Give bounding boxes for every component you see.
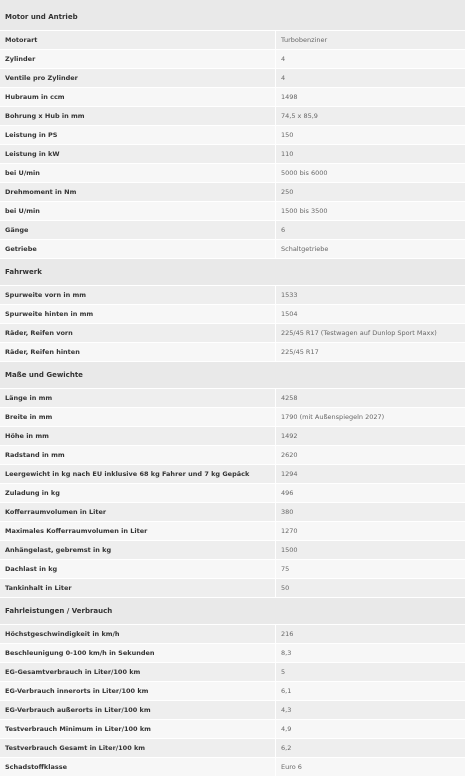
spec-row [0, 465, 465, 484]
spec-row [0, 758, 465, 777]
spec-value: 380 [281, 508, 294, 516]
spec-label: Zylinder [0, 50, 276, 68]
spec-value: 5 [281, 668, 286, 676]
spec-label: Radstand in mm [0, 446, 276, 464]
spec-value: 6,2 [281, 744, 292, 752]
spec-value: 1492 [281, 432, 298, 440]
spec-label: Dachlast in kg [0, 560, 276, 578]
section-heading: Fahrwerk [0, 259, 465, 286]
spec-value: 50 [281, 584, 290, 592]
spec-value: 5000 bis 6000 [281, 169, 328, 177]
spec-label: Höchstgeschwindigkeit in km/h [0, 625, 276, 643]
spec-label: Höhe in mm [0, 427, 276, 445]
spec-row [0, 484, 465, 503]
spec-value: 250 [281, 188, 294, 196]
spec-row [0, 720, 465, 739]
spec-label: Motorart [0, 31, 276, 49]
spec-label: Leistung in kW [0, 145, 276, 163]
spec-label: Gänge [0, 221, 276, 239]
spec-label: EG-Verbrauch innerorts in Liter/100 km [0, 682, 276, 700]
spec-value: 1500 [281, 546, 298, 554]
spec-value: 4,3 [281, 706, 292, 714]
spec-row [0, 164, 465, 183]
spec-value: 1790 (mit Außenspiegeln 2027) [281, 413, 385, 421]
spec-value: 74,5 x 85,9 [281, 112, 318, 120]
spec-label: Ventile pro Zylinder [0, 69, 276, 87]
spec-row [0, 522, 465, 541]
spec-value: 6,1 [281, 687, 292, 695]
spec-label: bei U/min [0, 202, 276, 220]
section-heading: Maße und Gewichte [0, 362, 465, 389]
spec-value: 225/45 R17 [281, 348, 319, 356]
spec-label: EG-Verbrauch außerorts in Liter/100 km [0, 701, 276, 719]
spec-label: Drehmoment in Nm [0, 183, 276, 201]
spec-value: 225/45 R17 (Testwagen auf Dunlop Sport Maxx) [281, 329, 437, 337]
spec-value: 1270 [281, 527, 298, 535]
spec-row [0, 739, 465, 758]
spec-value: 6 [281, 226, 286, 234]
spec-label: Räder, Reifen vorn [0, 324, 276, 342]
spec-row [0, 408, 465, 427]
spec-label: Zuladung in kg [0, 484, 276, 502]
spec-label: Hubraum in ccm [0, 88, 276, 106]
spec-row [0, 324, 465, 343]
spec-label: Testverbrauch Gesamt in Liter/100 km [0, 739, 276, 757]
spec-row [0, 126, 465, 145]
spec-row [0, 663, 465, 682]
spec-value: 1498 [281, 93, 298, 101]
spec-label: Spurweite vorn in mm [0, 286, 276, 304]
spec-row [0, 427, 465, 446]
spec-row [0, 701, 465, 720]
spec-label: Kofferraumvolumen in Liter [0, 503, 276, 521]
spec-row [0, 541, 465, 560]
spec-row [0, 644, 465, 663]
section-heading: Motor und Antrieb [0, 0, 465, 31]
spec-label: Leistung in PS [0, 126, 276, 144]
spec-value: Euro 6 [281, 763, 302, 771]
spec-label: Schadstoffklasse [0, 758, 276, 776]
spec-row [0, 682, 465, 701]
spec-label: Spurweite hinten in mm [0, 305, 276, 323]
spec-value: 1294 [281, 470, 298, 478]
spec-row [0, 88, 465, 107]
spec-row [0, 286, 465, 305]
spec-row [0, 50, 465, 69]
spec-row [0, 446, 465, 465]
spec-value: 75 [281, 565, 290, 573]
spec-row [0, 343, 465, 362]
spec-value: 1504 [281, 310, 298, 318]
spec-row [0, 560, 465, 579]
spec-row [0, 625, 465, 644]
spec-value: 8,3 [281, 649, 292, 657]
spec-label: Anhängelast, gebremst in kg [0, 541, 276, 559]
spec-label: Länge in mm [0, 389, 276, 407]
spec-row [0, 389, 465, 408]
spec-label: Leergewicht in kg nach EU inklusive 68 kg Fahrer und 7 kg Gepäck [0, 465, 276, 483]
spec-value: Schaltgetriebe [281, 245, 329, 253]
spec-value: 4 [281, 74, 286, 82]
spec-label: Breite in mm [0, 408, 276, 426]
spec-label: Testverbrauch Minimum in Liter/100 km [0, 720, 276, 738]
spec-row [0, 107, 465, 126]
spec-label: Bohrung x Hub in mm [0, 107, 276, 125]
spec-value: 496 [281, 489, 294, 497]
spec-value: 4,9 [281, 725, 292, 733]
spec-value: 150 [281, 131, 294, 139]
spec-value: 1533 [281, 291, 298, 299]
spec-label: bei U/min [0, 164, 276, 182]
spec-row [0, 145, 465, 164]
spec-value: 4 [281, 55, 286, 63]
spec-row [0, 305, 465, 324]
spec-row [0, 183, 465, 202]
section-heading: Fahrleistungen / Verbrauch [0, 598, 465, 625]
spec-value: 2620 [281, 451, 298, 459]
spec-row [0, 240, 465, 259]
spec-label: Maximales Kofferraumvolumen in Liter [0, 522, 276, 540]
spec-value: Turbobenziner [281, 36, 328, 44]
spec-value: 4258 [281, 394, 298, 402]
spec-value: 216 [281, 630, 294, 638]
spec-label: EG-Gesamtverbrauch in Liter/100 km [0, 663, 276, 681]
spec-label: Getriebe [0, 240, 276, 258]
spec-label: Beschleunigung 0-100 km/h in Sekunden [0, 644, 276, 662]
spec-value: 1500 bis 3500 [281, 207, 328, 215]
spec-row [0, 31, 465, 50]
spec-row [0, 202, 465, 221]
spec-row [0, 503, 465, 522]
spec-row [0, 579, 465, 598]
spec-row [0, 221, 465, 240]
spec-label: Räder, Reifen hinten [0, 343, 276, 361]
spec-label: Tankinhalt in Liter [0, 579, 276, 597]
spec-row [0, 69, 465, 88]
spec-value: 110 [281, 150, 294, 158]
